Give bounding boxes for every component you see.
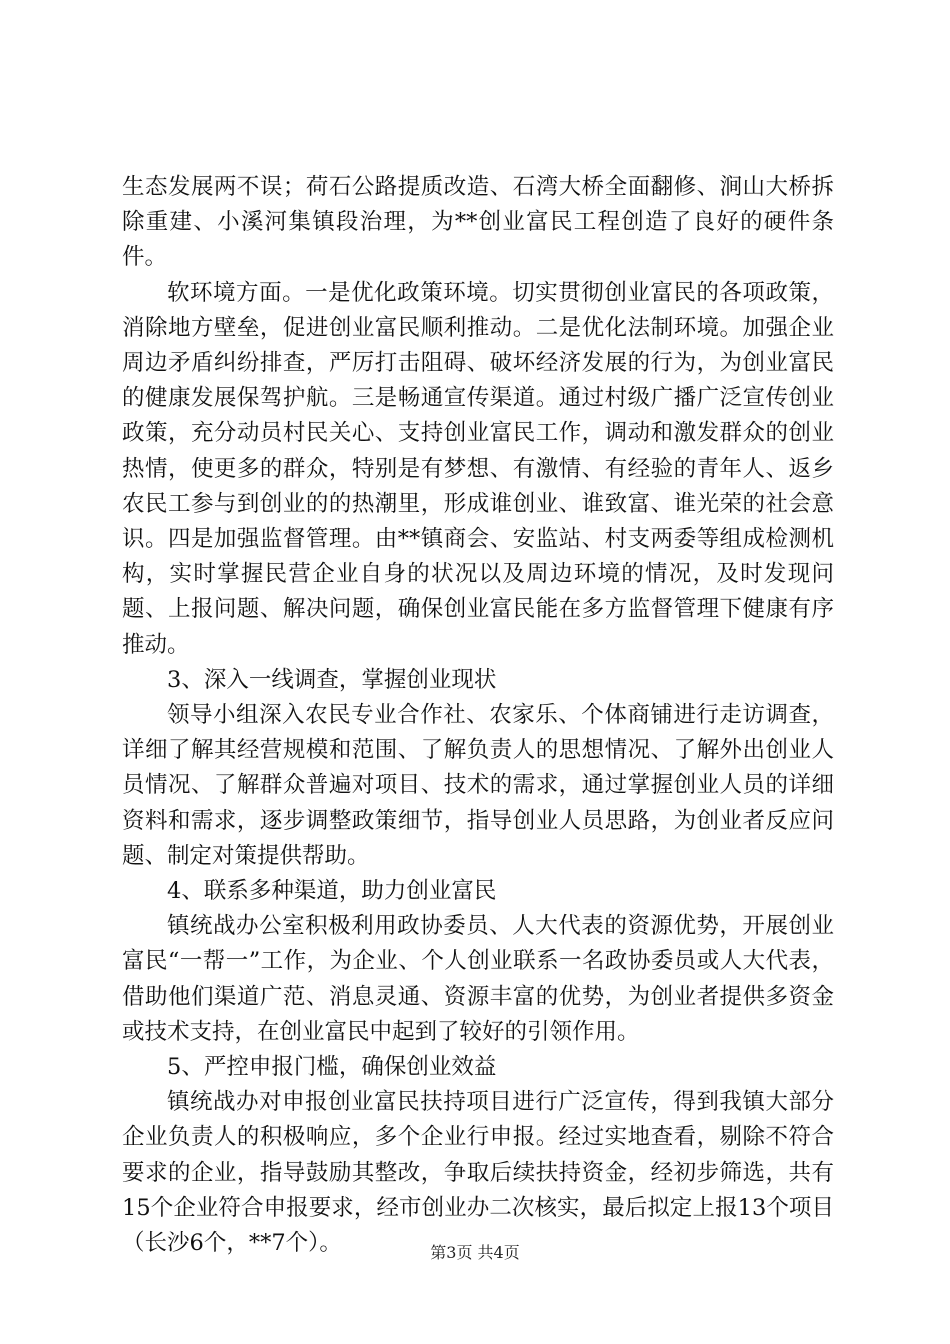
paragraph-survey: 领导小组深入农民专业合作社、农家乐、个体商铺进行走访调查，详细了解其经营规模和范围、了解负责人的思想情况、了解外出创业人员情况、了解群众普遍对项目、技术的需求，通过掌握创业人员的详细资料和需求，逐步调整政策细节，指导创业人员思路，为创业者反应问题、制定对策提供帮助。 [122, 702, 834, 869]
page-footer [0, 1240, 950, 1263]
paragraph-continuation: 生态发展两不误；荷石公路提质改造、石湾大桥全面翻修、涧山大桥拆除重建、小溪河集镇段治理，为**创业富民工程创造了良好的硬件条件。 [122, 174, 834, 271]
page-number-label: 第3页 共4页 [430, 1243, 520, 1262]
paragraph-application: 镇统战办对申报创业富民扶持项目进行广泛宣传，得到我镇大部分企业负责人的积极响应，多个企业行申报。经过实地查看，剔除不符合要求的企业，指导鼓励其整改，争取后续扶持资金，经初步筛选，共有15个企业符合申报要求，经市创业办二次核实，最后拟定上报13个项目（长沙6个，**7个）。 [122, 1089, 834, 1257]
paragraph-channels: 镇统战办公室积极利用政协委员、人大代表的资源优势，开展创业富民“一帮一”工作，为企业、个人创业联系一名政协委员或人大代表，借助他们渠道广范、消息灵通、资源丰富的优势，为创业者提供多资金或技术支持，在创业富民中起到了较好的引领作用。 [122, 913, 834, 1045]
section-heading-5: 5、严控申报门槛，确保创业效益 [167, 1054, 497, 1081]
paragraph-soft-environment: 软环境方面。一是优化政策环境。切实贯彻创业富民的各项政策，消除地方壁垒，促进创业富民顺利推动。二是优化法制环境。加强企业周边矛盾纠纷排查，严厉打击阻碍、破坏经济发展的行为，为创业富民的健康发展保驾护航。三是畅通宣传渠道。通过村级广播广泛宣传创业政策，充分动员村民关心、支持创业富民工作，调动和激发群众的创业热情，使更多的群众，特别是有梦想、有激情、有经验的青年人、返乡农民工参与到创业的的热潮里，形成谁创业、谁致富、谁光荣的社会意识。四是加强监督管理。由**镇商会、安监站、村支两委等组成检测机构，实时掌握民营企业自身的状况以及周边环境的情况，及时发现问题、上报问题、解决问题，确保创业富民能在多方监督管理下健康有序推动。 [122, 279, 834, 658]
document-body [122, 170, 834, 1261]
section-heading-3: 3、深入一线调查，掌握创业现状 [167, 666, 497, 693]
section-heading-4: 4、联系多种渠道，助力创业富民 [167, 878, 497, 905]
